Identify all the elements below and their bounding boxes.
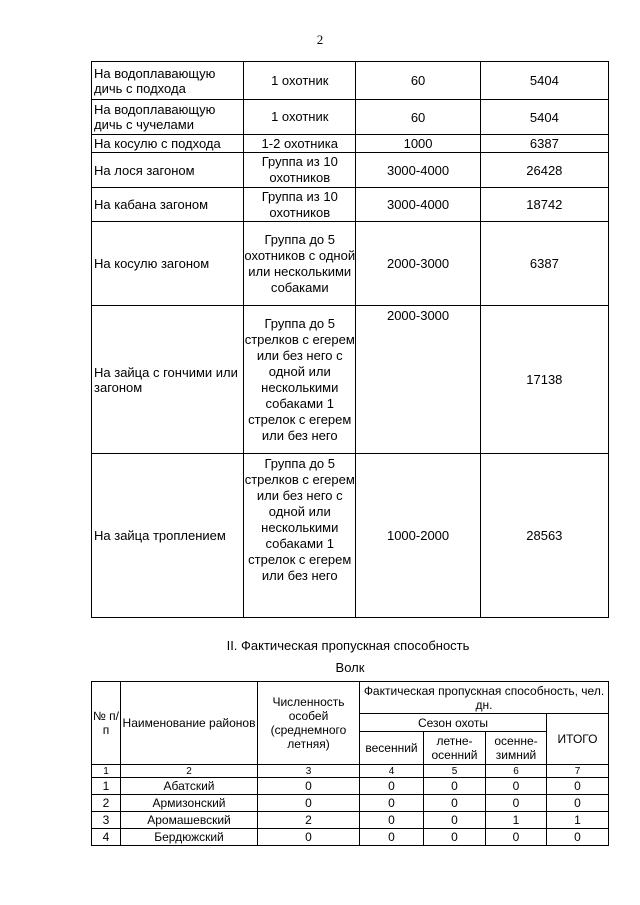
summer-autumn-value: 0 bbox=[424, 778, 486, 795]
capacity-cell: 17138 bbox=[480, 306, 608, 454]
table-row bbox=[92, 454, 609, 618]
group-cell: 1-2 охотника bbox=[244, 135, 356, 153]
capacity-cell: 5404 bbox=[480, 62, 608, 100]
header-summer-autumn: летне-осенний bbox=[424, 732, 486, 765]
spring-value: 0 bbox=[360, 812, 424, 829]
capacity-cell: 5404 bbox=[480, 100, 608, 135]
area-cell: 1000 bbox=[356, 135, 480, 153]
group-cell: Группа до 5 стрелков с егерем или без него с одной или несколькими собаками 1 стрелок с егерем или без него bbox=[244, 306, 356, 454]
header-population: Численность особей (среднемного летняя) bbox=[258, 682, 360, 765]
header-total: ИТОГО bbox=[547, 714, 609, 765]
table-row bbox=[92, 100, 609, 135]
district-name: Абатский bbox=[121, 778, 258, 795]
autumn-winter-value: 0 bbox=[486, 795, 547, 812]
section-title: II. Фактическая пропускная способность bbox=[226, 638, 470, 653]
species-title: Волк bbox=[335, 660, 365, 675]
total-value: 0 bbox=[547, 778, 609, 795]
table-row bbox=[92, 812, 609, 829]
total-value: 0 bbox=[547, 829, 609, 846]
table-row bbox=[92, 829, 609, 846]
capacity-cell: 6387 bbox=[480, 135, 608, 153]
hunt-type-cell: На косулю загоном bbox=[92, 222, 244, 306]
autumn-winter-value: 0 bbox=[486, 829, 547, 846]
autumn-winter-value: 0 bbox=[486, 778, 547, 795]
header-spring: весенний bbox=[360, 732, 424, 765]
area-cell: 3000-4000 bbox=[356, 153, 480, 188]
district-name: Аромашевский bbox=[121, 812, 258, 829]
total-value: 1 bbox=[547, 812, 609, 829]
total-value: 0 bbox=[547, 795, 609, 812]
group-cell: Группа из 10 охотников bbox=[244, 188, 356, 222]
column-number: 7 bbox=[547, 765, 609, 778]
spring-value: 0 bbox=[360, 778, 424, 795]
population-value: 0 bbox=[258, 829, 360, 846]
table-row bbox=[92, 306, 609, 454]
area-cell: 60 bbox=[356, 62, 480, 100]
header-row bbox=[92, 682, 609, 714]
population-value: 2 bbox=[258, 812, 360, 829]
table-row bbox=[92, 62, 609, 100]
header-district: Наименование районов bbox=[121, 682, 258, 765]
population-value: 0 bbox=[258, 778, 360, 795]
table-row bbox=[92, 153, 609, 188]
area-cell: 2000-3000 bbox=[356, 306, 480, 454]
summer-autumn-value: 0 bbox=[424, 795, 486, 812]
header-season: Сезон охоты bbox=[360, 714, 547, 732]
header-capacity: Фактическая пропускная способность, чел. дн. bbox=[360, 682, 609, 714]
capacity-cell: 26428 bbox=[480, 153, 608, 188]
table-row bbox=[92, 778, 609, 795]
capacity-cell: 18742 bbox=[480, 188, 608, 222]
area-cell: 1000-2000 bbox=[356, 454, 480, 618]
hunt-type-cell: На кабана загоном bbox=[92, 188, 244, 222]
table-row bbox=[92, 188, 609, 222]
group-cell: Группа до 5 стрелков с егерем или без него с одной или несколькими собаками 1 стрелок с егерем или без него bbox=[244, 454, 356, 618]
row-number: 3 bbox=[92, 812, 121, 829]
area-cell: 2000-3000 bbox=[356, 222, 480, 306]
district-name: Армизонский bbox=[121, 795, 258, 812]
summer-autumn-value: 0 bbox=[424, 812, 486, 829]
group-cell: Группа из 10 охотников bbox=[244, 153, 356, 188]
row-number: 1 bbox=[92, 778, 121, 795]
group-cell: Группа до 5 охотников с одной или несколькими собаками bbox=[244, 222, 356, 306]
row-number: 2 bbox=[92, 795, 121, 812]
column-number: 5 bbox=[424, 765, 486, 778]
group-cell: 1 охотник bbox=[244, 62, 356, 100]
area-cell: 3000-4000 bbox=[356, 188, 480, 222]
hunt-type-cell: На водоплавающую дичь с подхода bbox=[92, 62, 244, 100]
norms-table bbox=[91, 61, 609, 618]
page-number: 2 bbox=[316, 32, 324, 47]
table-row bbox=[92, 795, 609, 812]
header-autumn-winter: осенне-зимний bbox=[486, 732, 547, 765]
spring-value: 0 bbox=[360, 795, 424, 812]
column-number-row bbox=[92, 765, 609, 778]
column-number: 1 bbox=[92, 765, 121, 778]
actual-capacity-table bbox=[91, 681, 609, 846]
group-cell: 1 охотник bbox=[244, 100, 356, 135]
district-name: Бердюжский bbox=[121, 829, 258, 846]
table-row bbox=[92, 222, 609, 306]
column-number: 3 bbox=[258, 765, 360, 778]
row-number: 4 bbox=[92, 829, 121, 846]
spring-value: 0 bbox=[360, 829, 424, 846]
table-row bbox=[92, 135, 609, 153]
hunt-type-cell: На косулю с подхода bbox=[92, 135, 244, 153]
column-number: 4 bbox=[360, 765, 424, 778]
hunt-type-cell: На зайца с гончими или загоном bbox=[92, 306, 244, 454]
hunt-type-cell: На лося загоном bbox=[92, 153, 244, 188]
column-number: 2 bbox=[121, 765, 258, 778]
summer-autumn-value: 0 bbox=[424, 829, 486, 846]
area-cell: 60 bbox=[356, 100, 480, 135]
hunt-type-cell: На зайца троплением bbox=[92, 454, 244, 618]
hunt-type-cell: На водоплавающую дичь с чучелами bbox=[92, 100, 244, 135]
capacity-cell: 6387 bbox=[480, 222, 608, 306]
header-num: № п/п bbox=[92, 682, 121, 765]
column-number: 6 bbox=[486, 765, 547, 778]
capacity-cell: 28563 bbox=[480, 454, 608, 618]
population-value: 0 bbox=[258, 795, 360, 812]
autumn-winter-value: 1 bbox=[486, 812, 547, 829]
